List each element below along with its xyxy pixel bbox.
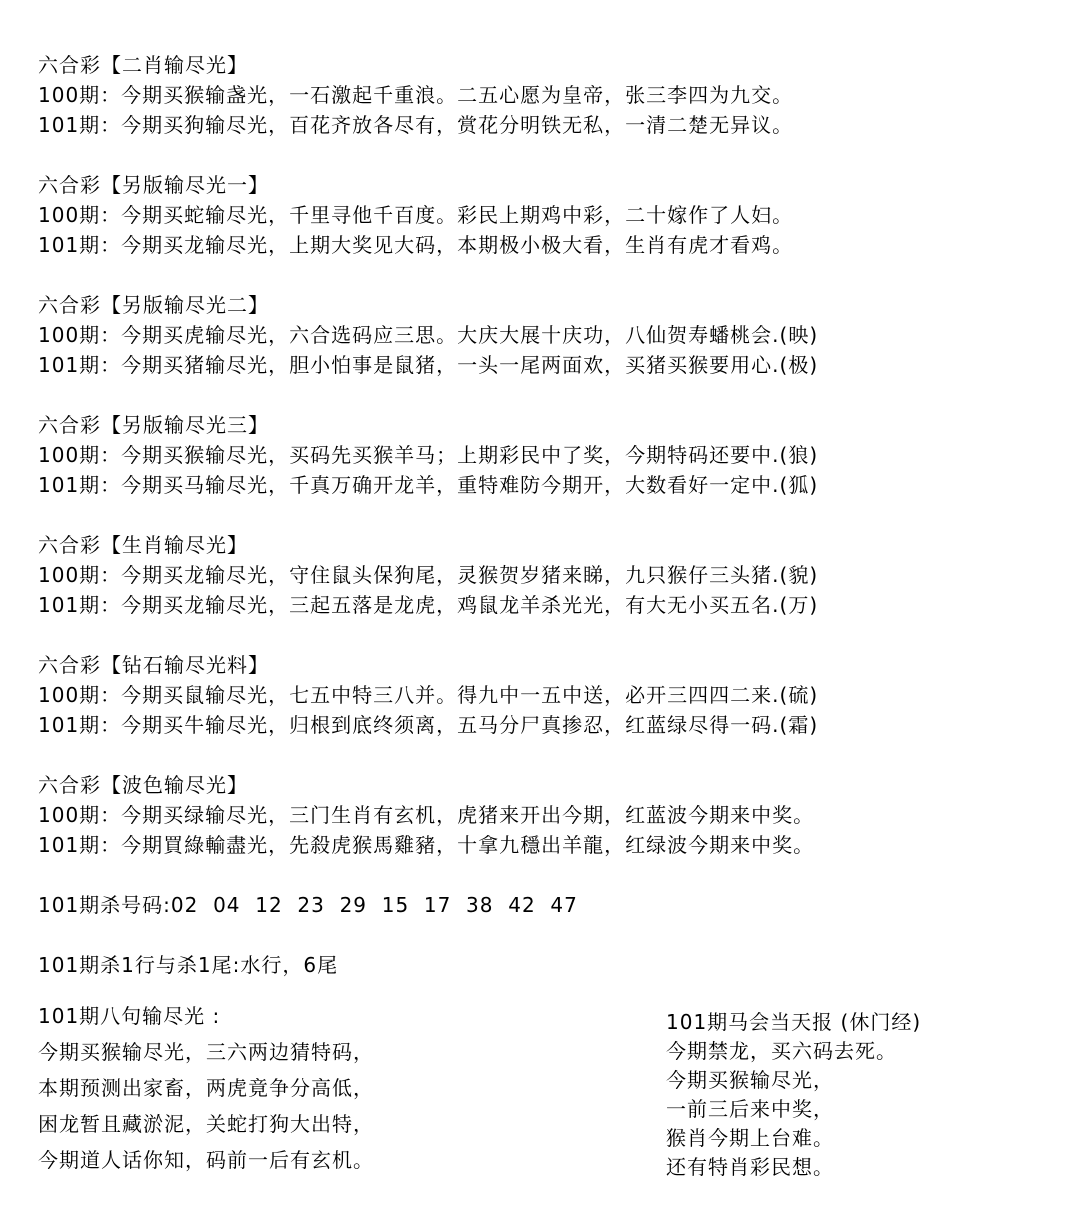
kill-numbers: 101期杀号码:02 04 12 23 29 15 17 38 42 47 — [38, 893, 578, 917]
left-poem-line: 困龙暂且藏淤泥，关蛇打狗大出特， — [38, 1112, 374, 1136]
section-line: 100期：今期买猴输尽光，买码先买猴羊马；上期彩民中了奖，今期特码还要中.(狼) — [38, 443, 819, 467]
section-title: 六合彩【波色输尽光】 — [38, 773, 248, 797]
left-poem-line: 本期预测出家畜，两虎竟争分高低， — [38, 1076, 374, 1100]
section-7 — [38, 770, 1078, 860]
section-5 — [38, 530, 1078, 620]
section-title: 六合彩【另版输尽光一】 — [38, 173, 269, 197]
section-1 — [38, 50, 1078, 140]
right-poem-line: 猴肖今期上台难。 — [666, 1126, 834, 1150]
section-line: 101期：今期买猪输尽光，胆小怕事是鼠猪，一头一尾两面欢，买猪买猴要用心.(极) — [38, 353, 819, 377]
section-line: 101期：今期買綠輸盡光，先殺虎猴馬雞豬，十拿九穩出羊龍，红绿波今期来中奖。 — [38, 833, 815, 857]
section-line: 101期：今期买牛输尽光，归根到底终须离，五马分尸真掺忍，红蓝绿尽得一码.(霜) — [38, 713, 819, 737]
left-poem-line: 今期买猴输尽光，三六两边猜特码， — [38, 1040, 374, 1064]
left-poem — [38, 998, 374, 1178]
left-poem-line: 今期道人话你知，码前一后有玄机。 — [38, 1148, 374, 1172]
right-poem-line: 一前三后来中奖， — [666, 1097, 834, 1121]
right-poem-title: 101期马会当天报 (休门经) — [666, 1010, 922, 1034]
right-poem — [666, 1008, 921, 1182]
section-title: 六合彩【二肖输尽光】 — [38, 53, 248, 77]
section-4 — [38, 410, 1078, 500]
section-line: 100期：今期买猴输盏光，一石激起千重浪。二五心愿为皇帝，张三李四为九交。 — [38, 83, 794, 107]
section-line: 100期：今期买龙输尽光，守住鼠头保狗尾，灵猴贺岁猪来睇，九只猴仔三头猪.(貌) — [38, 563, 819, 587]
section-title: 六合彩【生肖输尽光】 — [38, 533, 248, 557]
section-title: 六合彩【另版输尽光三】 — [38, 413, 269, 437]
left-poem-title: 101期八句输尽光 : — [38, 1004, 221, 1028]
right-poem-line: 今期买猴输尽光， — [666, 1068, 834, 1092]
section-3 — [38, 290, 1078, 380]
section-line: 100期：今期买鼠输尽光，七五中特三八并。得九中一五中送，必开三四四二来.(硫) — [38, 683, 819, 707]
section-line: 100期：今期买绿输尽光，三门生肖有玄机，虎猪来开出今期，红蓝波今期来中奖。 — [38, 803, 815, 827]
section-2 — [38, 170, 1078, 260]
section-line: 101期：今期买狗输尽光，百花齐放各尽有，赏花分明铁无私，一清二楚无异议。 — [38, 113, 794, 137]
section-line: 100期：今期买蛇输尽光，千里寻他千百度。彩民上期鸡中彩，二十嫁作了人妇。 — [38, 203, 794, 227]
right-poem-line: 还有特肖彩民想。 — [666, 1155, 834, 1179]
section-title: 六合彩【另版输尽光二】 — [38, 293, 269, 317]
section-line: 101期：今期买马输尽光，千真万确开龙羊，重特难防今期开，大数看好一定中.(狐) — [38, 473, 819, 497]
kill-row-tail: 101期杀1行与杀1尾:水行，6尾 — [38, 953, 339, 977]
section-line: 100期：今期买虎输尽光，六合选码应三思。大庆大展十庆功，八仙贺寿蟠桃会.(映) — [38, 323, 819, 347]
section-title: 六合彩【钻石输尽光料】 — [38, 653, 269, 677]
section-6 — [38, 650, 1078, 740]
section-line: 101期：今期买龙输尽光，上期大奖见大码，本期极小极大看，生肖有虎才看鸡。 — [38, 233, 794, 257]
section-line: 101期：今期买龙输尽光，三起五落是龙虎，鸡鼠龙羊杀光光，有大无小买五名.(万) — [38, 593, 819, 617]
right-poem-line: 今期禁龙，买六码去死。 — [666, 1039, 897, 1063]
